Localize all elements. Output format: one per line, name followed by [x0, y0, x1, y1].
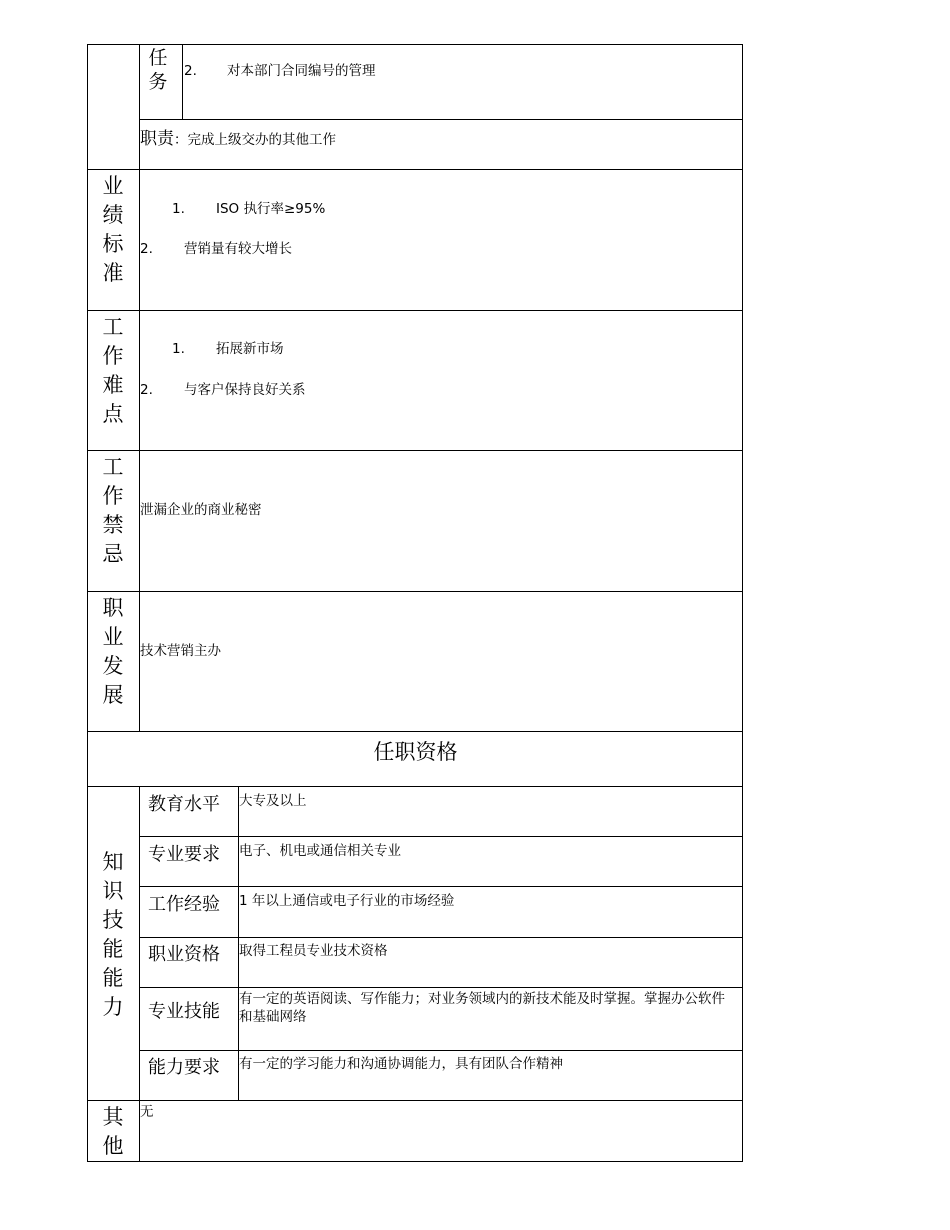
difficulty-item-2-text: 与客户保持良好关系: [184, 382, 306, 398]
experience-value: 1 年以上通信或电子行业的市场经验: [239, 893, 455, 909]
other-text: 无: [140, 1104, 154, 1120]
ability-value: 有一定的学习能力和沟通协调能力，具有团队合作精神: [239, 1056, 563, 1072]
difficulty-label: 工 作 难 点: [102, 315, 124, 426]
knowledge-skills-label: 知 识 技 能 能 力: [102, 850, 124, 1019]
taboo-label: 工 作 禁 忌: [102, 455, 124, 566]
career-text: 技术营销主办: [140, 643, 221, 659]
difficulty-item-1-number: 1.: [172, 341, 185, 357]
skills-value: 有一定的英语阅读、写作能力；对业务领域内的新技术能及时掌握。掌握办公软件和基础网络: [239, 991, 725, 1025]
education-value: 大专及以上: [239, 793, 307, 809]
other-label: 其 他: [102, 1105, 124, 1158]
education-label: 教育水平: [148, 794, 220, 815]
performance-item-1-number: 1.: [172, 201, 185, 217]
difficulty-item-2-number: 2.: [140, 382, 153, 398]
duty-label: 职责: [140, 129, 174, 149]
ability-label: 能力要求: [148, 1057, 220, 1078]
difficulty-item-1-text: 拓展新市场: [216, 341, 284, 357]
certification-value: 取得工程员专业技术资格: [239, 943, 388, 959]
performance-item-2-text: 营销量有较大增长: [184, 241, 292, 257]
duty-text: ：完成上级交办的其他工作: [174, 132, 336, 148]
taboo-text: 泄漏企业的商业秘密: [140, 502, 262, 518]
certification-label: 职业资格: [148, 944, 220, 965]
qualification-title: 任职资格: [373, 740, 458, 764]
career-label: 职 业 发 展: [102, 596, 124, 707]
performance-label: 业 绩 标 准: [102, 174, 124, 285]
major-label: 专业要求: [148, 844, 220, 865]
task-item-number: 2.: [184, 63, 197, 79]
duty-line: [140, 124, 336, 149]
skills-label: 专业技能: [148, 1001, 220, 1022]
performance-item-2-number: 2.: [140, 241, 153, 257]
performance-item-1-text: ISO 执行率≥95%: [216, 201, 326, 217]
major-value: 电子、机电或通信相关专业: [239, 843, 401, 859]
tasks-label: 任 务: [148, 47, 168, 93]
experience-label: 工作经验: [148, 894, 220, 915]
task-item-text: 对本部门合同编号的管理: [227, 63, 376, 79]
